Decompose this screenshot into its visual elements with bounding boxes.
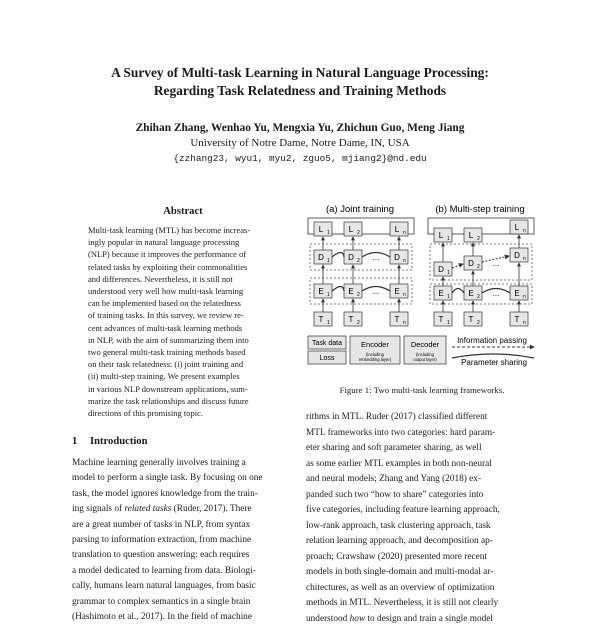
encoder-node	[314, 284, 332, 298]
svg-text:n: n	[523, 256, 526, 262]
svg-text:n: n	[523, 294, 526, 300]
encoder-node	[390, 284, 408, 298]
svg-text:E: E	[514, 289, 519, 298]
abstract-line: (ii) multi-step training. We present examples	[88, 370, 282, 382]
intro-line: cally, humans learn natural languages, from basic	[72, 579, 304, 594]
svg-text:2: 2	[477, 320, 480, 326]
figure-legend	[308, 336, 534, 367]
abstract-line: related tasks by exploiting their commonalities	[88, 261, 282, 273]
svg-text:2: 2	[357, 292, 360, 298]
body-line: MTL frameworks into two categories: hard param-	[306, 426, 538, 442]
svg-text:E: E	[468, 289, 473, 298]
title-line-2: Regarding Task Relatedness and Training Methods	[40, 82, 560, 100]
abstract-heading: Abstract	[68, 206, 298, 217]
svg-text:T: T	[439, 315, 444, 324]
abstract-line: on their task relatedness: (i) joint training and	[88, 358, 282, 370]
loss-node	[464, 228, 482, 242]
svg-text:n: n	[523, 228, 526, 234]
encoder-node	[464, 286, 482, 300]
body-line: panded such two “how to share” categories into	[306, 488, 538, 504]
svg-text:n: n	[403, 292, 406, 298]
svg-text:1: 1	[447, 270, 450, 276]
svg-text:D: D	[514, 251, 520, 260]
svg-text:L: L	[515, 223, 520, 232]
abstract-line: in NLP, with the aim of summarizing them into	[88, 334, 282, 346]
panel-a-title: (a) Joint training	[326, 204, 394, 215]
body-text: to design and train a single model	[365, 614, 493, 624]
decoder-node	[464, 256, 482, 270]
decoder-node	[390, 250, 408, 264]
multi-step-arrows	[443, 235, 519, 312]
abstract-line: (NLP) because it improves the performance of	[88, 248, 282, 260]
legend-task-data: Task data	[312, 340, 342, 347]
intro-line: Machine learning generally involves training a	[72, 456, 304, 471]
decoder-node	[314, 250, 332, 264]
task-data-node	[390, 312, 408, 326]
abstract-line: marize the task relationships and discuss future	[88, 395, 282, 407]
svg-text:D: D	[394, 253, 400, 262]
svg-text:1: 1	[447, 294, 450, 300]
svg-text:1: 1	[447, 320, 450, 326]
svg-text:2: 2	[357, 230, 360, 236]
intro-line: model to perform a single task. By focusing on one	[72, 471, 304, 486]
body-line: chitectures, as well as an overview of optimization	[306, 581, 538, 597]
introduction-body	[72, 456, 304, 625]
svg-text:T: T	[349, 315, 354, 324]
svg-text:2: 2	[357, 320, 360, 326]
svg-text:L: L	[439, 231, 444, 240]
svg-text:E: E	[394, 287, 399, 296]
intro-line: translation to question answering: each requires	[72, 548, 304, 563]
loss-node	[434, 228, 452, 242]
ellipsis: ...	[493, 259, 500, 268]
abstract-line: directions of this promising topic.	[88, 407, 282, 419]
svg-text:T: T	[469, 315, 474, 324]
encoder-node	[510, 286, 528, 300]
body-line: low-rank approach, task clustering approach, task	[306, 519, 538, 535]
intro-line: are a great number of tasks in NLP, from syntax	[72, 518, 304, 533]
abstract-line: in various NLP downstream applications, sum-	[88, 383, 282, 395]
body-line: models in both single-domain and multi-modal ar-	[306, 565, 538, 581]
svg-text:n: n	[403, 258, 406, 264]
abstract-line: and differences. Nevertheless, it is still not	[88, 273, 282, 285]
panel-b-title: (b) Multi-step training	[435, 204, 524, 215]
figure-caption: Figure 1: Two multi-task learning frameworks.	[306, 385, 538, 395]
intro-line: task, the model ignores knowledge from the train-	[72, 487, 304, 502]
body-line: five categories, including feature learning approach,	[306, 503, 538, 519]
svg-text:T: T	[515, 315, 520, 324]
svg-text:L: L	[319, 225, 324, 234]
abstract-body	[88, 224, 282, 419]
ellipsis: ...	[493, 289, 500, 298]
body-line: eter sharing and soft parameter sharing, as well	[306, 441, 538, 457]
legend-decoder-note: (including	[416, 352, 435, 357]
svg-text:L: L	[349, 225, 354, 234]
task-data-node	[434, 312, 452, 326]
svg-text:2: 2	[477, 294, 480, 300]
decoder-node	[434, 262, 452, 276]
svg-text:n: n	[403, 320, 406, 326]
legend-parameter-sharing: Parameter sharing	[461, 358, 527, 367]
svg-text:2: 2	[477, 264, 480, 270]
legend-encoder-note: embedding layer)	[359, 357, 392, 362]
abstract-line: Multi-task learning (MTL) has become increas-	[88, 224, 282, 236]
intro-line: grammar to complex semantics in a single brain	[72, 595, 304, 610]
svg-text:D: D	[438, 265, 444, 274]
body-text: understood	[306, 614, 350, 624]
svg-text:L: L	[469, 231, 474, 240]
abstract-line: cent advances of multi-task learning methods	[88, 322, 282, 334]
abstract-line: understood very well how multi-task learning	[88, 285, 282, 297]
task-data-node	[314, 312, 332, 326]
svg-text:1: 1	[447, 236, 450, 242]
legend-information-passing: Information passing	[457, 336, 527, 345]
intro-line	[72, 502, 304, 517]
body-line: proach; Crawshaw (2020) presented more recent	[306, 550, 538, 566]
svg-text:D: D	[468, 259, 474, 268]
intro-emphasis: related tasks	[124, 504, 171, 514]
intro-text: (Ruder, 2017). There	[171, 504, 251, 514]
intro-line: a model dedicated to learning from data. Biologi-	[72, 564, 304, 579]
legend-encoder-note: (including	[366, 352, 385, 357]
svg-text:L: L	[395, 225, 400, 234]
svg-text:E: E	[438, 289, 443, 298]
svg-text:n: n	[523, 320, 526, 326]
abstract-line: ingly popular in natural language processing	[88, 236, 282, 248]
task-data-node	[344, 312, 362, 326]
svg-text:1: 1	[327, 230, 330, 236]
svg-text:2: 2	[357, 258, 360, 264]
svg-text:D: D	[348, 253, 354, 262]
affiliation: University of Notre Dame, Notre Dame, IN, USA	[40, 136, 560, 150]
title-line-1: A Survey of Multi-task Learning in Natural Language Processing:	[40, 64, 560, 82]
svg-text:1: 1	[327, 292, 330, 298]
section-heading-introduction	[72, 436, 148, 447]
loss-node	[510, 220, 528, 234]
right-column-body	[306, 410, 538, 627]
loss-node	[314, 222, 332, 236]
body-line	[306, 612, 538, 627]
body-line: rithms in MTL. Ruder (2017) classified different	[306, 410, 538, 426]
loss-node	[390, 222, 408, 236]
svg-text:T: T	[395, 315, 400, 324]
decoder-node	[344, 250, 362, 264]
decoder-node	[510, 248, 528, 262]
author-emails: {zzhang23, wyu1, myu2, zguo5, mjiang2}@nd.edu	[40, 152, 560, 165]
intro-text: ing signals of	[72, 504, 124, 514]
section-number: 1	[72, 436, 90, 447]
section-title: Introduction	[90, 436, 148, 447]
body-line: and neural models; Zhang and Yang (2018) ex-	[306, 472, 538, 488]
ellipsis: ...	[373, 287, 380, 296]
abstract-line: of training tasks. In this survey, we review re-	[88, 309, 282, 321]
body-line: as some earlier MTL examples in both non-neural	[306, 457, 538, 473]
intro-line: (Hashimoto et al., 2017). In the field of machine	[72, 610, 304, 625]
svg-text:E: E	[318, 287, 323, 296]
joint-training-arrows	[323, 237, 399, 312]
svg-text:1: 1	[327, 320, 330, 326]
figure-multitask-frameworks	[306, 200, 538, 378]
legend-encoder: Encoder	[361, 340, 389, 349]
encoder-node	[434, 286, 452, 300]
body-line: relation learning approach, and decomposition ap-	[306, 534, 538, 550]
svg-text:D: D	[318, 253, 324, 262]
legend-decoder: Decoder	[411, 340, 440, 349]
abstract-line: two general multi-task training methods based	[88, 346, 282, 358]
abstract-line: can be implemented based on the relatedness	[88, 297, 282, 309]
legend-loss: Loss	[320, 355, 335, 362]
svg-text:T: T	[319, 315, 324, 324]
svg-text:1: 1	[327, 258, 330, 264]
intro-line: parsing to information extraction, from machine	[72, 533, 304, 548]
ellipsis: ...	[373, 253, 380, 262]
svg-text:2: 2	[477, 236, 480, 242]
loss-node	[344, 222, 362, 236]
svg-text:E: E	[348, 287, 353, 296]
legend-decoder-note: output layer)	[413, 357, 437, 362]
paper-title	[40, 64, 560, 100]
encoder-node	[344, 284, 362, 298]
body-line: methods in MTL. Nevertheless, it is still not clearly	[306, 596, 538, 612]
body-emphasis: how	[350, 614, 366, 624]
task-data-node	[464, 312, 482, 326]
task-data-node	[510, 312, 528, 326]
author-list: Zhihan Zhang, Wenhao Yu, Mengxia Yu, Zhichun Guo, Meng Jiang	[40, 121, 560, 135]
svg-text:n: n	[403, 230, 406, 236]
